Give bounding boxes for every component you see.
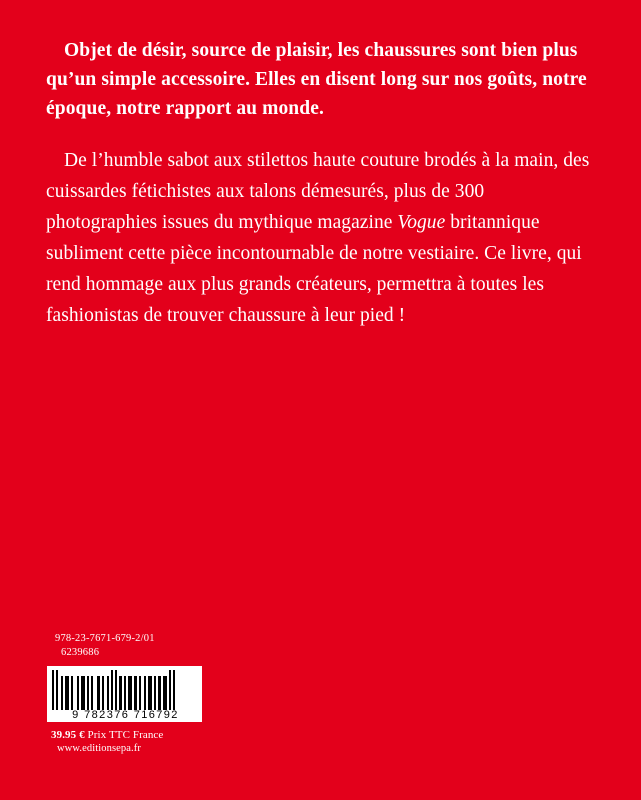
blurb-lead-text: Objet de désir, source de plaisir, les chaussures sont bien plus qu’un simple accessoire. Elles en disent long sur nos goûts, notre époque, notre rapport au monde. bbox=[46, 40, 587, 119]
barcode bbox=[47, 666, 202, 722]
price-label: Prix TTC France bbox=[84, 729, 164, 741]
barcode-number: 9 782376 716792 bbox=[72, 709, 179, 721]
barcode-bars bbox=[52, 670, 197, 710]
price-line bbox=[51, 729, 347, 741]
blurb-body-part2: britannique subliment cette pièce incontournable de notre vestiaire. Ce livre, qui rend hommage aux plus grands créateurs, permettra à toutes les fashionistas de trouver chaussure à leur pied ! bbox=[46, 212, 582, 326]
blurb-body-part1: De l’humble sabot aux stilettos haute couture brodés à la main, des cuissardes fétichistes aux talons démesurés, plus de 300 photographies issues du mythique magazine bbox=[46, 150, 590, 233]
ean-reference-text: 6239686 bbox=[61, 647, 100, 658]
footer-block bbox=[47, 632, 347, 754]
blurb-body-text bbox=[46, 145, 598, 331]
price-value: 39.95 € bbox=[51, 729, 85, 741]
isbn-text: 978-23-7671-679-2/01 bbox=[55, 633, 155, 644]
publisher-website: www.editionsepa.fr bbox=[57, 743, 141, 754]
blurb-block bbox=[46, 36, 598, 331]
blurb-magazine-title: Vogue bbox=[397, 212, 446, 233]
